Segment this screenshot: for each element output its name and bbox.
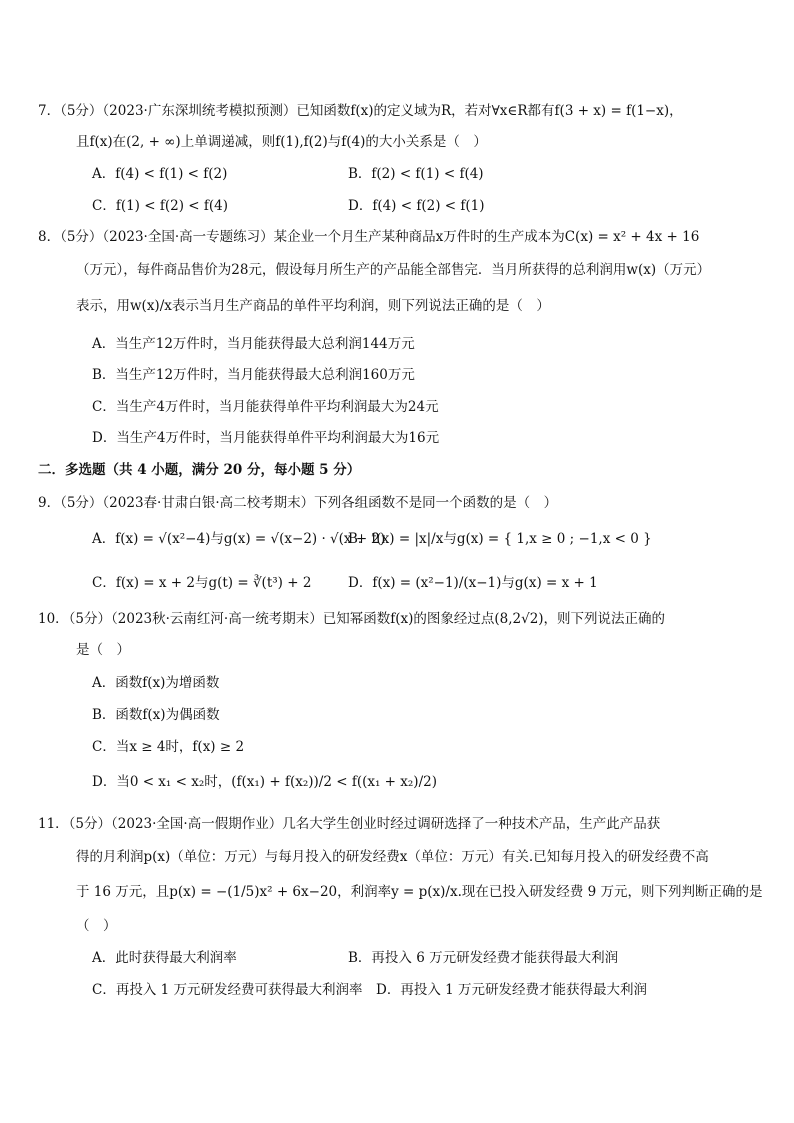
q7-option-a: A．f(4) < f(1) < f(2) [92,166,228,182]
q8-option-c: C．当生产4万件时，当月能获得单件平均利润最大为24元 [92,399,439,415]
q8-line-2: （万元），每件商品售价为28元，假设每月所生产的产品能全部售完．当月所获得的总利润用w(x)（万元） [76,262,711,278]
q11-option-d: D．再投入 1 万元研发经费才能获得最大利润 [376,982,647,998]
q11-line-3: 于 16 万元，且p(x) = −(1/5)x² + 6x−20，利润率y = p(x)/x.现在已投入研发经费 9 万元，则下列判断正确的是 [76,884,763,900]
q7-line-1: 7．（5分）（2023·广东深圳统考模拟预测）已知函数f(x)的定义域为R，若对∀x∈R都有f(3 + x) = f(1−x)， [38,103,683,119]
q8-line-3: 表示，用w(x)/x表示当月生产商品的单件平均利润，则下列说法正确的是（ ） [76,298,550,314]
q11-option-b: B．再投入 6 万元研发经费才能获得最大利润 [348,950,619,966]
q10-option-a: A．函数f(x)为增函数 [92,675,220,691]
q9-option-a: A．f(x) = √(x²−4)与g(x) = √(x−2) · √(x + 2) [92,531,386,547]
q9-option-d: D．f(x) = (x²−1)/(x−1)与g(x) = x + 1 [348,575,598,591]
q10-option-d: D．当0 < x₁ < x₂时，(f(x₁) + f(x₂))/2 < f((x₁ + x₂)/2) [92,774,437,790]
q10-option-b: B．函数f(x)为偶函数 [92,707,220,723]
q8-option-d: D．当生产4万件时，当月能获得单件平均利润最大为16元 [92,430,440,446]
q7-option-d: D．f(4) < f(2) < f(1) [348,198,485,214]
q7-line-2: 且f(x)在(2, + ∞)上单调递减，则f(1),f(2)与f(4)的大小关系是（ ） [76,134,487,150]
q8-line-1: 8．（5分）（2023·全国·高一专题练习）某企业一个月生产某种商品x万件时的生产成本为C(x) = x² + 4x + 16 [38,229,700,245]
q9-option-c: C．f(x) = x + 2与g(t) = ∛(t³) + 2 [92,575,312,591]
q10-line-2: 是（ ） [76,642,130,658]
q10-line-1: 10．（5分）（2023秋·云南红河·高一统考期末）已知幂函数f(x)的图象经过点(8,2√2)，则下列说法正确的 [38,611,666,627]
q8-option-a: A．当生产12万件时，当月能获得最大总利润144万元 [92,336,415,352]
q9-option-b: B．f(x) = |x|/x与g(x) = { 1,x ≥ 0 ; −1,x < 0 } [348,531,652,547]
q11-line-2: 得的月利润p(x)（单位：万元）与每月投入的研发经费x（单位：万元）有关.已知每月投入的研发经费不高 [76,849,709,865]
q9-line-1: 9．（5分）（2023春·甘肃白银·高二校考期末）下列各组函数不是同一个函数的是（ ） [38,495,558,511]
q11-line-1: 11．（5分）（2023·全国·高一假期作业）几名大学生创业时经过调研选择了一种技术产品，生产此产品获 [38,816,661,832]
q7-option-c: C．f(1) < f(2) < f(4) [92,198,228,214]
q11-option-c: C．再投入 1 万元研发经费可获得最大利润率 [92,982,363,998]
section-heading-multiple-choice: 二．多选题（共 4 小题，满分 20 分，每小题 5 分） [38,462,361,478]
q11-line-4: （ ） [76,918,117,934]
q10-option-c: C．当x ≥ 4时，f(x) ≥ 2 [92,739,245,755]
q8-option-b: B．当生产12万件时，当月能获得最大总利润160万元 [92,367,415,383]
q11-option-a: A．此时获得最大利润率 [92,950,237,966]
q7-option-b: B．f(2) < f(1) < f(4) [348,166,484,182]
